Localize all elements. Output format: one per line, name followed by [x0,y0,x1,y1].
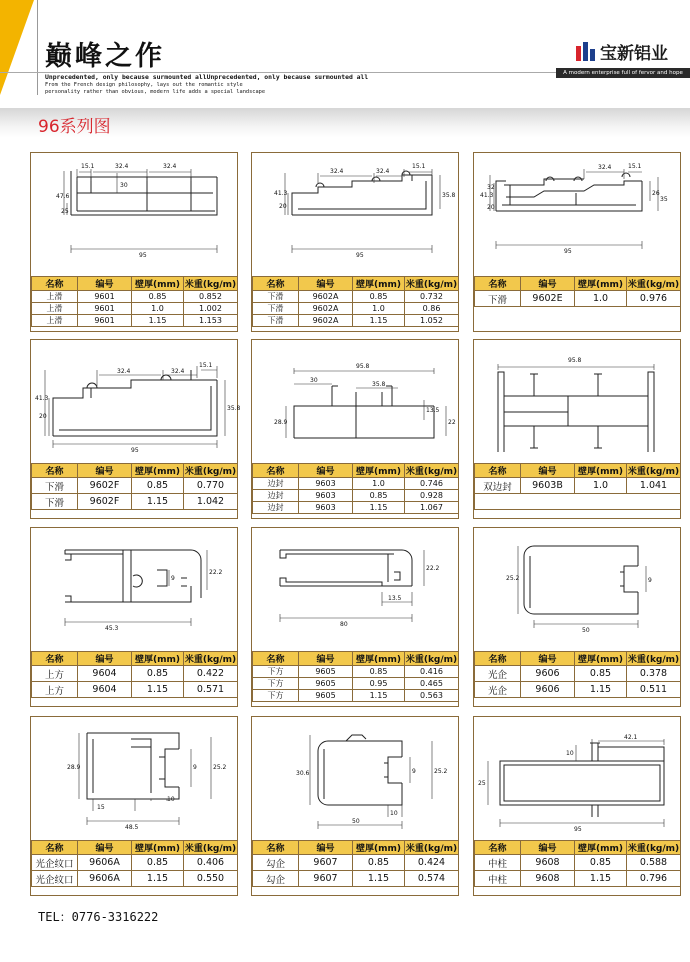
profile-card-9608 [473,716,681,896]
dim-label: 32.4 [598,164,612,171]
cell-name: 上滑 [32,315,78,327]
cell-name: 光企 [475,682,521,698]
col-name: 名称 [253,652,299,666]
col-thickness: 壁厚(mm) [132,277,184,291]
dim-label: 20 [39,413,47,420]
dim-label: 30.6 [296,770,310,777]
cell-thickness: 1.0 [575,478,627,494]
cell-code: 9606A [78,871,132,887]
table-row [253,478,459,490]
table-row [32,478,238,494]
cell-weight: 0.571 [184,682,238,698]
col-weight: 米重(kg/m) [405,841,459,855]
cell-thickness: 1.15 [353,690,405,702]
spec-table [31,463,238,510]
table-row [253,490,459,502]
dim-label: 35.8 [442,192,456,199]
cell-weight: 0.416 [405,666,459,678]
col-code: 编号 [78,652,132,666]
dim-label: 32.4 [163,163,177,170]
dim-label: 22.2 [426,565,440,572]
dim-label: 95.8 [568,357,582,364]
col-code: 编号 [521,841,575,855]
col-weight: 米重(kg/m) [405,652,459,666]
cell-code: 9602E [521,291,575,307]
dim-label: 35 [660,196,668,203]
dim-label: 80 [340,621,348,628]
cell-weight: 0.574 [405,871,459,887]
profile-drawing [252,340,458,462]
col-name: 名称 [475,277,521,291]
profile-card-9606A [30,716,238,896]
table-row [32,871,238,887]
col-weight: 米重(kg/m) [627,464,681,478]
cell-code: 9608 [521,855,575,871]
dim-label: 9 [171,575,175,582]
cell-weight: 0.422 [184,666,238,682]
cell-weight: 1.042 [184,494,238,510]
cell-thickness: 1.15 [353,871,405,887]
dim-label: 42.1 [624,734,638,741]
col-code: 编号 [299,841,353,855]
table-row [253,502,459,514]
dim-label: 95.8 [356,363,370,370]
cell-thickness: 1.15 [575,871,627,887]
table-row [253,678,459,690]
col-code: 编号 [521,652,575,666]
cell-name: 勾企 [253,871,299,887]
col-code: 编号 [521,277,575,291]
profile-drawing [474,153,680,275]
dim-label: 26 [652,190,660,197]
col-weight: 米重(kg/m) [184,652,238,666]
description: From the French design philosophy, lays out the romantic style personality rather than obvious, modern life adds a special landscape [45,82,266,95]
cell-weight: 0.770 [184,478,238,494]
cell-name: 中柱 [475,871,521,887]
cell-name: 下方 [253,666,299,678]
cell-weight: 1.041 [627,478,681,494]
profile-drawing [252,528,458,650]
dim-label: 32.4 [117,368,131,375]
cell-thickness: 1.15 [353,502,405,514]
cell-thickness: 0.85 [132,855,184,871]
cell-thickness: 0.85 [353,291,405,303]
cell-thickness: 0.85 [353,855,405,871]
cell-weight: 0.588 [627,855,681,871]
dim-label: 15.1 [81,163,95,170]
cell-code: 9606 [521,682,575,698]
dim-label: 95 [574,826,582,833]
dim-label: 10 [390,810,398,817]
cell-weight: 0.424 [405,855,459,871]
dim-label: 47.6 [56,193,70,200]
table-row [32,494,238,510]
dim-label: 15.1 [628,163,642,170]
dim-label: 41.3 [35,395,49,402]
col-code: 编号 [78,277,132,291]
profile-drawing [474,717,680,839]
col-thickness: 壁厚(mm) [575,464,627,478]
cell-code: 9601 [78,315,132,327]
cell-name: 下方 [253,690,299,702]
profile-card-9605 [251,527,459,707]
cell-code: 9603 [299,490,353,502]
dim-label: 9 [193,764,197,771]
cell-name: 上方 [32,666,78,682]
spec-table [252,276,459,327]
cell-code: 9604 [78,666,132,682]
cell-thickness: 1.15 [132,494,184,510]
cell-code: 9602F [78,494,132,510]
profile-card-9604 [30,527,238,707]
cell-weight: 0.378 [627,666,681,682]
cell-thickness: 1.0 [575,291,627,307]
col-name: 名称 [475,652,521,666]
cell-thickness: 1.15 [353,315,405,327]
spec-table [252,840,459,887]
dim-label: 30 [310,377,318,384]
cell-thickness: 0.85 [353,666,405,678]
cell-thickness: 1.15 [575,682,627,698]
col-name: 名称 [475,841,521,855]
col-weight: 米重(kg/m) [627,277,681,291]
col-name: 名称 [32,277,78,291]
table-row [253,303,459,315]
dim-label: 50 [352,818,360,825]
cell-code: 9605 [299,690,353,702]
col-weight: 米重(kg/m) [184,464,238,478]
cell-weight: 0.796 [627,871,681,887]
cell-weight: 0.86 [405,303,459,315]
brand-name: 宝新铝业 [600,44,668,64]
cell-code: 9603 [299,478,353,490]
brand-logo-icon [575,40,597,62]
dim-label: 32.4 [115,163,129,170]
dim-label: 95 [356,252,364,259]
profile-drawing [252,717,458,839]
profile-drawing [474,528,680,650]
cell-name: 边封 [253,478,299,490]
cell-name: 下滑 [32,478,78,494]
dim-label: 32.4 [330,168,344,175]
spec-table [252,463,459,514]
profile-card-9603 [251,339,459,519]
brand-subtitle: A modern enterprise full of fervor and hope [556,68,690,78]
profile-drawing [31,153,237,275]
cell-weight: 0.465 [405,678,459,690]
cell-name: 光企 [475,666,521,682]
dim-label: 9 [648,577,652,584]
table-row [253,871,459,887]
cell-weight: 0.976 [627,291,681,307]
dim-label: 32.4 [171,368,185,375]
spec-table [474,651,681,698]
dim-label: 35.8 [227,405,241,412]
cell-thickness: 1.0 [132,303,184,315]
profile-card-9602A [251,152,459,332]
profile-drawing [31,340,241,462]
cell-name: 边封 [253,502,299,514]
dim-label: 10 [566,750,574,757]
profile-drawing [252,153,458,275]
col-thickness: 壁厚(mm) [575,277,627,291]
table-row [253,690,459,702]
dim-label: 50 [582,627,590,634]
dim-label: 13.5 [426,407,440,414]
dim-label: 15.1 [412,163,426,170]
col-thickness: 壁厚(mm) [132,464,184,478]
cell-thickness: 0.85 [575,855,627,871]
cell-code: 9602A [299,291,353,303]
cell-name: 光企纹口 [32,855,78,871]
col-thickness: 壁厚(mm) [575,652,627,666]
cell-name: 上方 [32,682,78,698]
col-weight: 米重(kg/m) [627,841,681,855]
cell-name: 下滑 [253,291,299,303]
spec-table [31,651,238,698]
dim-label: 25.2 [434,768,448,775]
table-row [253,291,459,303]
dim-label: 20 [487,204,495,211]
cell-code: 9608 [521,871,575,887]
table-row [32,315,238,327]
dim-label: 9 [412,768,416,775]
col-thickness: 壁厚(mm) [132,841,184,855]
dim-label: 28.9 [274,419,288,426]
profile-card-9603B [473,339,681,519]
cell-thickness: 1.0 [353,478,405,490]
col-code: 编号 [78,841,132,855]
cell-code: 9601 [78,303,132,315]
cell-code: 9602A [299,303,353,315]
col-thickness: 壁厚(mm) [132,652,184,666]
col-code: 编号 [299,652,353,666]
cell-name: 上滑 [32,291,78,303]
col-code: 编号 [521,464,575,478]
table-row [475,682,681,698]
cell-name: 下滑 [253,303,299,315]
cell-name: 勾企 [253,855,299,871]
col-code: 编号 [299,277,353,291]
cell-thickness: 1.15 [132,315,184,327]
cell-thickness: 0.85 [575,666,627,682]
dim-label: 30 [120,182,128,189]
cell-code: 9603B [521,478,575,494]
dim-label: 13.5 [388,595,402,602]
col-code: 编号 [78,464,132,478]
cell-thickness: 0.85 [353,490,405,502]
col-name: 名称 [32,841,78,855]
cell-thickness: 1.0 [353,303,405,315]
cell-code: 9607 [299,855,353,871]
cell-name: 下方 [253,678,299,690]
cell-code: 9607 [299,871,353,887]
profile-card-9606 [473,527,681,707]
profile-card-9601 [30,152,238,332]
col-thickness: 壁厚(mm) [353,841,405,855]
cell-weight: 0.511 [627,682,681,698]
section-title: 96系列图 [38,117,111,137]
cell-weight: 0.852 [184,291,238,303]
cell-weight: 1.067 [405,502,459,514]
cell-weight: 0.550 [184,871,238,887]
cell-name: 上滑 [32,303,78,315]
spec-table [474,840,681,887]
col-name: 名称 [253,464,299,478]
table-row [475,291,681,307]
cell-code: 9601 [78,291,132,303]
table-row [475,871,681,887]
cell-code: 9603 [299,502,353,514]
table-row [32,666,238,682]
header-divider [37,0,38,95]
table-row [475,855,681,871]
dim-label: 15 [97,804,105,811]
cell-code: 9602A [299,315,353,327]
cell-weight: 0.563 [405,690,459,702]
col-thickness: 壁厚(mm) [353,277,405,291]
table-row [32,291,238,303]
cell-thickness: 0.85 [132,478,184,494]
dim-label: 22.2 [209,569,223,576]
cell-thickness: 1.15 [132,871,184,887]
cell-weight: 0.928 [405,490,459,502]
col-name: 名称 [32,652,78,666]
contact-phone: TEL：0776-3316222 [38,910,159,924]
table-row [32,682,238,698]
dim-label: 25.2 [213,764,227,771]
col-weight: 米重(kg/m) [405,277,459,291]
cell-code: 9606A [78,855,132,871]
dim-label: 25.2 [506,575,520,582]
cell-name: 下滑 [253,315,299,327]
cell-weight: 1.153 [184,315,238,327]
cell-code: 9605 [299,666,353,678]
dim-label: 25 [478,780,486,787]
cell-name: 下滑 [475,291,521,307]
cell-thickness: 0.85 [132,291,184,303]
cell-code: 9606 [521,666,575,682]
col-thickness: 壁厚(mm) [353,652,405,666]
cell-name: 下滑 [32,494,78,510]
tagline: Unprecedented, only because surmounted allUnprecedented, only because surmounted all [45,73,369,81]
col-code: 编号 [299,464,353,478]
profile-drawing [31,717,237,839]
table-row [253,855,459,871]
dim-label: 22 [448,419,456,426]
col-thickness: 壁厚(mm) [575,841,627,855]
spec-table [31,840,238,887]
cell-weight: 0.406 [184,855,238,871]
profile-card-9607 [251,716,459,896]
spec-table [474,276,681,307]
col-name: 名称 [253,277,299,291]
table-row [475,666,681,682]
table-row [32,303,238,315]
col-weight: 米重(kg/m) [184,841,238,855]
dim-label: 15.1 [199,362,213,369]
dim-label: 35.8 [372,381,386,388]
spec-table [252,651,459,702]
cell-name: 中柱 [475,855,521,871]
cell-weight: 0.746 [405,478,459,490]
dim-label: 25 [61,208,69,215]
cell-name: 双边封 [475,478,521,494]
cell-weight: 1.052 [405,315,459,327]
dim-label: 32 [487,184,495,191]
table-row [253,315,459,327]
col-name: 名称 [32,464,78,478]
col-weight: 米重(kg/m) [627,652,681,666]
corner-accent [0,0,34,95]
profile-card-9602F [30,339,241,519]
cell-name: 边封 [253,490,299,502]
table-row [32,855,238,871]
dim-label: 10 [167,796,175,803]
cell-code: 9604 [78,682,132,698]
cell-weight: 1.002 [184,303,238,315]
profile-card-9602E [473,152,681,332]
dim-label: 32.4 [376,168,390,175]
table-row [253,666,459,678]
col-weight: 米重(kg/m) [184,277,238,291]
cell-thickness: 0.95 [353,678,405,690]
table-row [475,478,681,494]
cell-name: 光企纹口 [32,871,78,887]
dim-label: 20 [279,203,287,210]
profile-drawing [474,340,680,462]
dim-label: 45.3 [105,625,119,632]
col-name: 名称 [475,464,521,478]
cell-thickness: 0.85 [132,666,184,682]
cell-code: 9605 [299,678,353,690]
profile-drawing [31,528,237,650]
cell-weight: 0.732 [405,291,459,303]
spec-table [474,463,681,510]
dim-label: 28.9 [67,764,81,771]
dim-label: 41.3 [480,192,494,199]
dim-label: 48.5 [125,824,139,831]
dim-label: 95 [131,447,139,454]
dim-label: 95 [139,252,147,259]
dim-label: 41.3 [274,190,288,197]
cell-thickness: 1.15 [132,682,184,698]
dim-label: 95 [564,248,572,255]
page-title: 巅峰之作 [45,41,165,72]
cell-code: 9602F [78,478,132,494]
col-thickness: 壁厚(mm) [353,464,405,478]
spec-table [31,276,238,327]
col-name: 名称 [253,841,299,855]
col-weight: 米重(kg/m) [405,464,459,478]
